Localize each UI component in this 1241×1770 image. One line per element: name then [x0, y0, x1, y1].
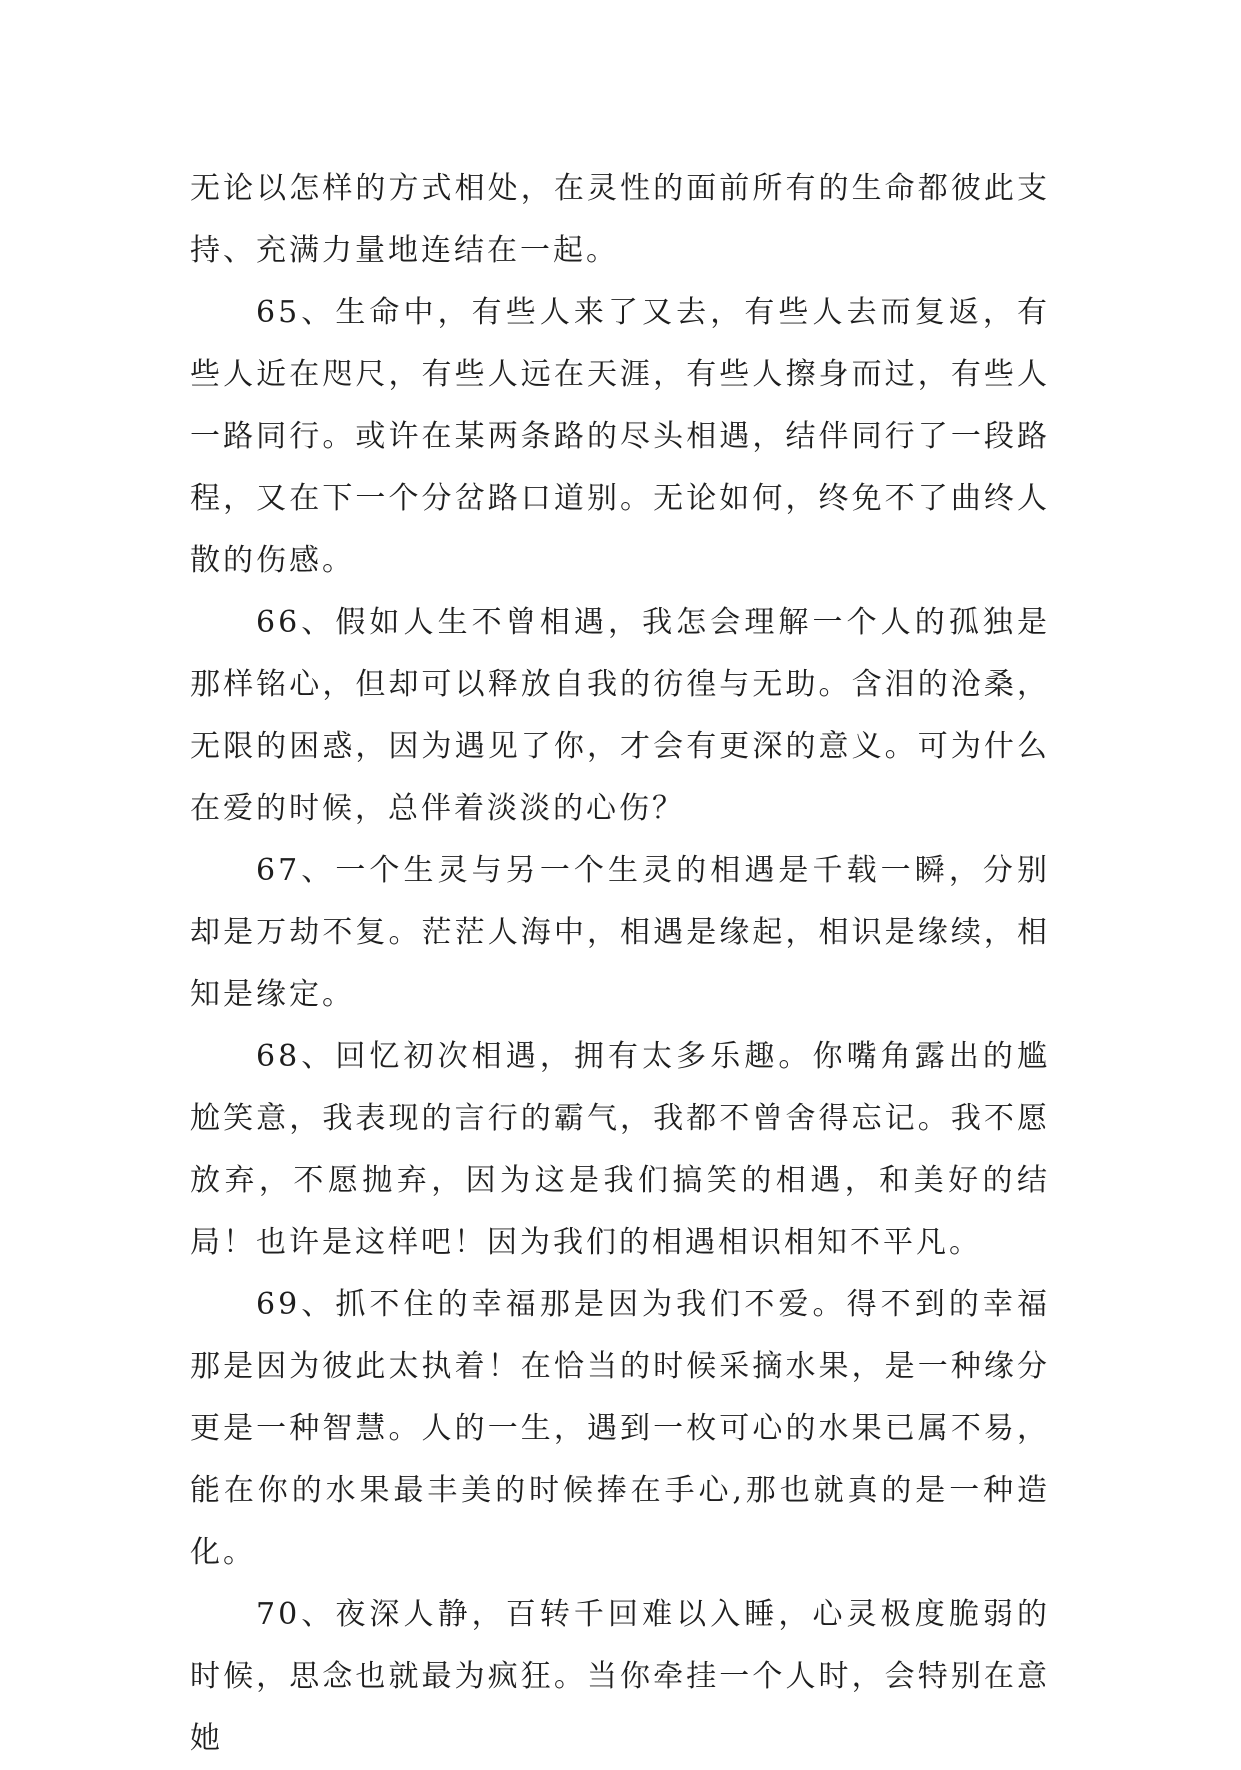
paragraph-68: 68、回忆初次相遇，拥有太多乐趣。你嘴角露出的尴尬笑意，我表现的言行的霸气，我都不曾舍得忘记。我不愿放弃，不愿抛弃，因为这是我们搞笑的相遇，和美好的结局！也许是这样吧！因为我们的相遇相识相知不平凡。 — [190, 1039, 1050, 1260]
paragraph-67: 67、一个生灵与另一个生灵的相遇是千载一瞬，分别却是万劫不复。茫茫人海中，相遇是缘起，相识是缘续，相知是缘定。 — [190, 853, 1050, 1012]
paragraph-64-continued: 无论以怎样的方式相处，在灵性的面前所有的生命都彼此支持、充满力量地连结在一起。 — [190, 171, 1050, 268]
paragraph-66: 66、假如人生不曾相遇，我怎会理解一个人的孤独是那样铭心，但却可以释放自我的彷徨与无助。含泪的沧桑，无限的困惑，因为遇见了你，才会有更深的意义。可为什么在爱的时候，总伴着淡淡的心伤？ — [190, 605, 1050, 826]
document-body — [190, 158, 1050, 1770]
paragraph-70: 70、夜深人静，百转千回难以入睡，心灵极度脆弱的时候，思念也就最为疯狂。当你牵挂一个人时，会特别在意她 — [190, 1597, 1050, 1756]
paragraph-69: 69、抓不住的幸福那是因为我们不爱。得不到的幸福那是因为彼此太执着！在恰当的时候采摘水果，是一种缘分更是一种智慧。人的一生，遇到一枚可心的水果已属不易，能在你的水果最丰美的时候捧在手心,那也就真的是一种造化。 — [190, 1287, 1050, 1570]
paragraph-65: 65、生命中，有些人来了又去，有些人去而复返，有些人近在咫尺，有些人远在天涯，有些人擦身而过，有些人一路同行。或许在某两条路的尽头相遇，结伴同行了一段路程，又在下一个分岔路口道别。无论如何，终免不了曲终人散的伤感。 — [190, 295, 1050, 578]
